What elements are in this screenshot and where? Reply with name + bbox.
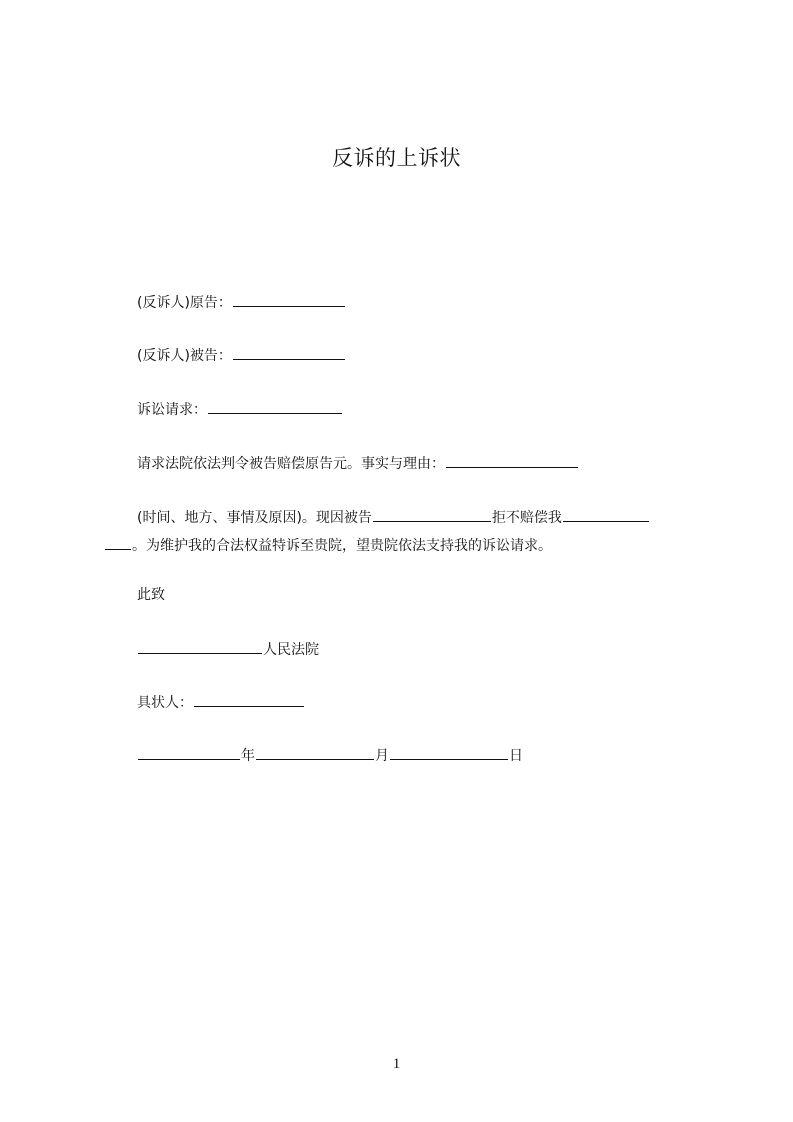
date-line: [137, 745, 523, 766]
plaintiff-blank: [233, 292, 345, 307]
defendant-label: (反诉人)被告：: [137, 348, 232, 364]
request-text: 请求法院依法判令被告赔偿原告元。事实与理由：: [137, 456, 445, 472]
amount-blank-continued: [105, 535, 131, 550]
page-number: 1: [392, 1056, 401, 1072]
defendant-line: [137, 345, 346, 366]
month-blank: [256, 745, 374, 760]
request-line: [137, 453, 579, 474]
day-label: 日: [509, 748, 523, 764]
month-label: 月: [375, 748, 389, 764]
claim-blank: [208, 399, 342, 414]
facts-line: [137, 507, 650, 528]
claim-label: 诉讼请求：: [137, 402, 207, 418]
document-title: 反诉的上诉状: [332, 146, 461, 170]
plaintiff-label: (反诉人)原告：: [137, 295, 232, 311]
signer-label: 具状人：: [137, 695, 193, 711]
year-blank: [138, 745, 240, 760]
defendant-blank: [233, 345, 345, 360]
reason-blank: [446, 453, 578, 468]
year-label: 年: [241, 748, 255, 764]
facts-text-1: (时间、地方、事情及原因)。现因被告: [137, 510, 372, 526]
day-blank: [390, 745, 508, 760]
defendant-name-blank: [373, 507, 491, 522]
plaintiff-line: [137, 292, 346, 313]
amount-blank: [563, 507, 649, 522]
salutation-line: [137, 585, 165, 605]
facts-continuation-line: [104, 535, 552, 556]
signer-blank: [194, 692, 304, 707]
salutation: 此致: [137, 587, 165, 603]
court-line: [137, 639, 319, 660]
signer-line: [137, 692, 305, 713]
court-suffix: 人民法院: [263, 642, 319, 658]
facts-text-3: 。为维护我的合法权益特诉至贵院，望贵院依法支持我的诉讼请求。: [132, 538, 552, 554]
court-blank: [138, 639, 262, 654]
facts-text-2: 拒不赔偿我: [491, 510, 562, 526]
claim-line: [137, 399, 343, 420]
